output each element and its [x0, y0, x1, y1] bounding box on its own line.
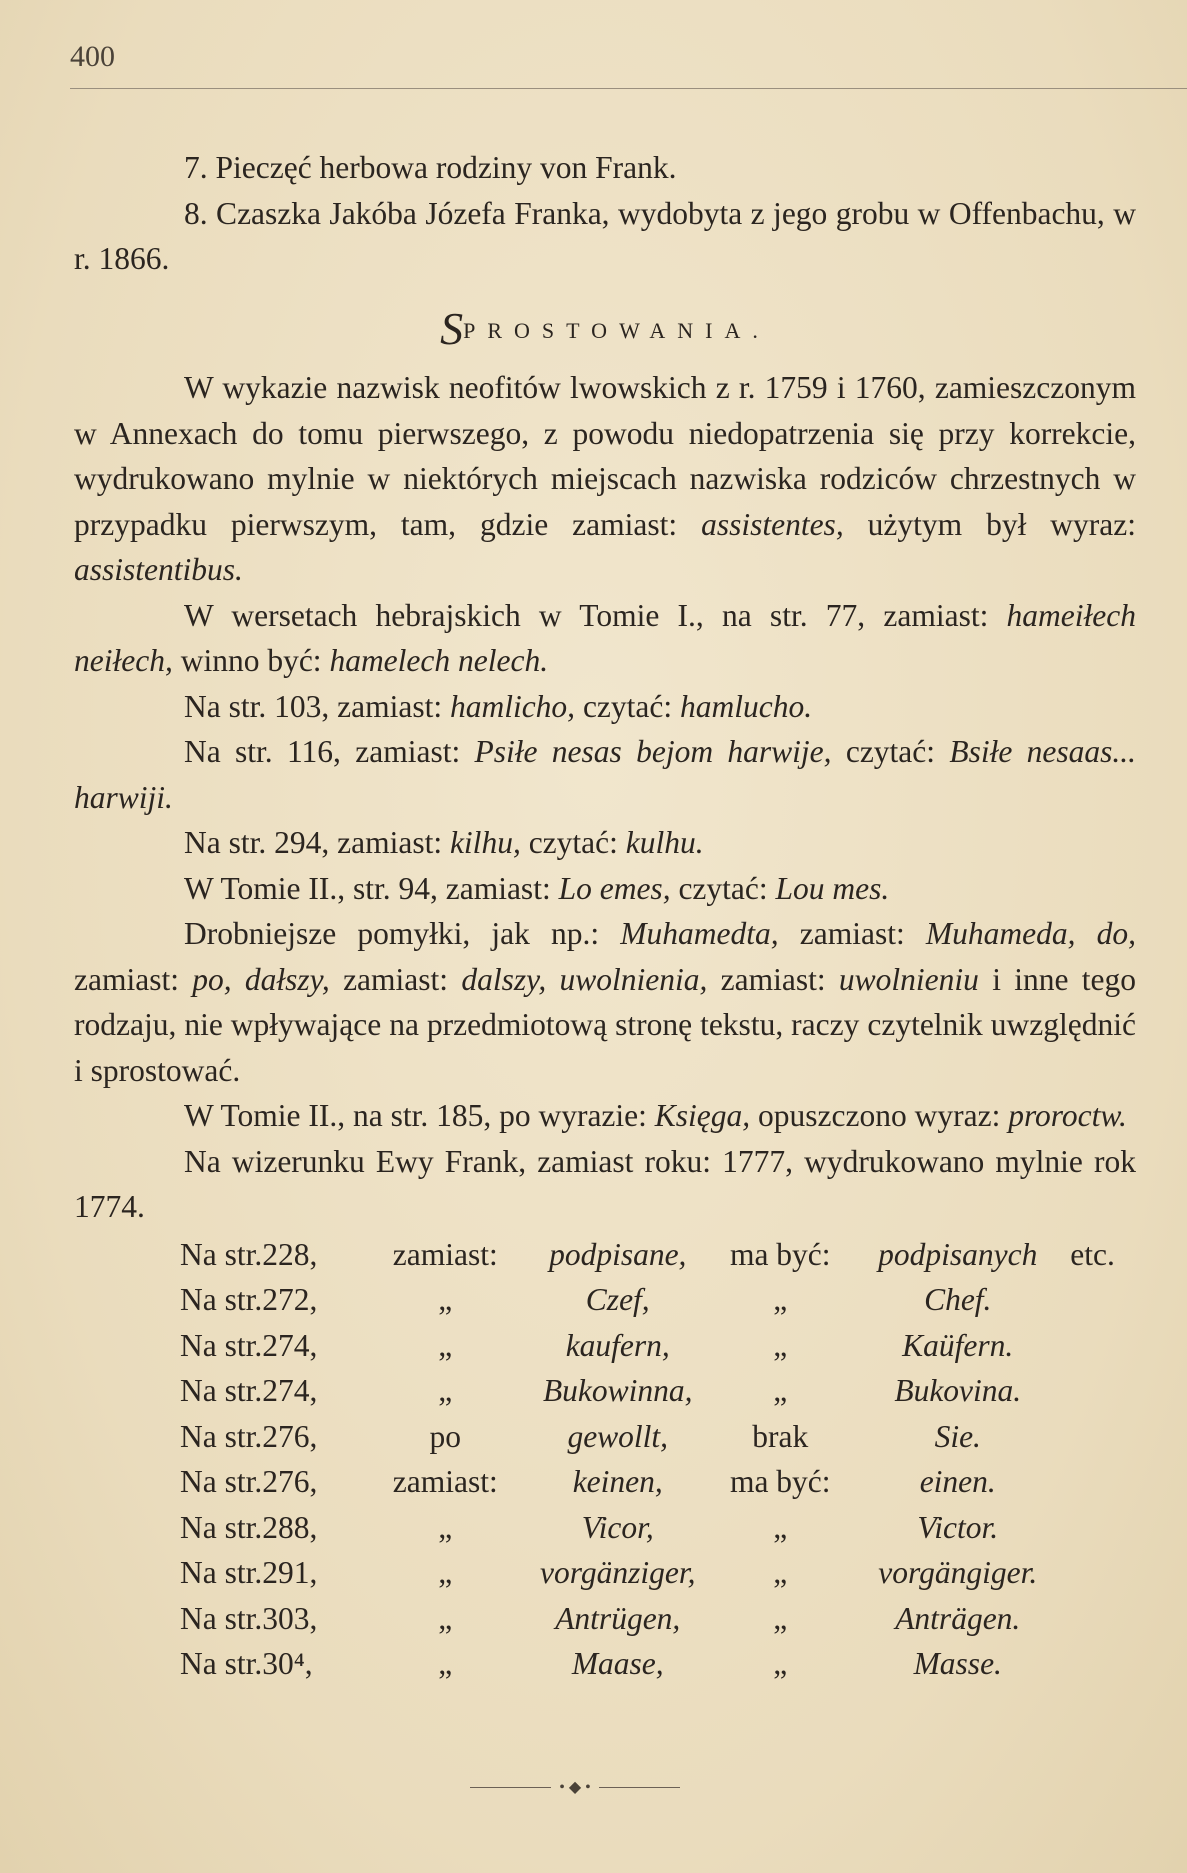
text-run: W wykazie nazwisk neofitów lwowskich z r. 1759 i 1760, zamieszczonym w Annexach do tomu pierwszego, z powodu niedopatrzenia się przy korrekcie, wydrukowano mylnie w niektórych miejscach nazwiska rodziców chrzestnych w przypadku pierwszym, tam, gdzie zamiast:: [74, 370, 1136, 542]
header-rule: [70, 88, 1187, 89]
text-run: winno być:: [172, 643, 330, 678]
text-run: W Tomie II., na str. 185, po wyrazie:: [184, 1098, 655, 1133]
errata-keyword2: ma być:: [729, 1236, 831, 1272]
italic-term: hamelech nelech.: [329, 643, 549, 678]
list-item-8: 8. Czaszka Jakóba Józefa Franka, wydobyta z jego grobu w Offenbachu, w r. 1866.: [74, 195, 1136, 276]
text-run: zamiast:: [74, 961, 193, 997]
text-run: i inne tego rodzaju, nie wpływające na przedmiotową stronę tekstu, raczy czytelnik uwzględnić i sprostować.: [74, 961, 1136, 1088]
errata-page: 276,: [262, 1418, 318, 1454]
errata-wrong: Maase,: [571, 1646, 664, 1681]
errata-keyword2: „: [773, 1600, 788, 1636]
errata-label: Na str.: [180, 1327, 263, 1363]
errata-tail: [1070, 1414, 1124, 1460]
errata-correct: einen.: [919, 1464, 996, 1499]
ornament-glyph: • ◆ •: [559, 1779, 591, 1796]
errata-label: Na str.: [180, 1509, 263, 1545]
errata-keyword2: brak: [752, 1418, 809, 1454]
paragraph-p294: [74, 820, 1136, 866]
errata-tail: [1070, 1505, 1124, 1551]
text-run: Na str. 103, zamiast:: [184, 688, 450, 724]
heading-initial: S: [440, 302, 464, 354]
italic-term: assistentes,: [701, 506, 844, 542]
italic-term: Muhamedta,: [620, 916, 779, 951]
errata-keyword: „: [438, 1373, 453, 1408]
italic-term: dalszy, uwolnienia,: [461, 961, 708, 997]
errata-wrong: Vicor,: [581, 1509, 654, 1545]
errata-tail: etc.: [1070, 1236, 1115, 1272]
errata-keyword: zamiast:: [392, 1236, 498, 1272]
italic-term: uwolnieniu: [838, 961, 979, 997]
errata-row: [180, 1505, 1124, 1551]
text-run: użytym był wyraz:: [843, 506, 1136, 542]
text-run: W Tomie II., str. 94, zamiast:: [184, 870, 559, 906]
text-run: czytać:: [520, 825, 626, 860]
errata-table: [180, 1232, 1124, 1687]
errata-page: 303,: [262, 1600, 318, 1636]
errata-page: 276,: [262, 1464, 318, 1499]
errata-label: Na str.: [180, 1418, 263, 1454]
errata-label: Na str.: [180, 1555, 263, 1590]
italic-term: po, dałszy,: [192, 961, 330, 997]
errata-wrong: Bukowinna,: [542, 1373, 693, 1408]
ornament-divider: [470, 1777, 680, 1797]
errata-wrong: kaufern,: [565, 1327, 670, 1363]
text-run: Na str. 294, zamiast:: [184, 825, 450, 860]
errata-keyword: „: [438, 1646, 453, 1681]
text-run: Drobniejsze pomyłki, jak np.:: [184, 916, 621, 951]
errata-label: Na str.: [180, 1600, 263, 1636]
errata-wrong: gewollt,: [567, 1418, 669, 1454]
italic-term: Psiłe nesas bejom harwije,: [474, 734, 832, 769]
italic-term: Muhameda, do,: [925, 916, 1136, 951]
text-run: zamiast:: [707, 961, 839, 997]
paragraph-neofici: [74, 365, 1136, 593]
errata-correct: Victor.: [917, 1509, 999, 1545]
errata-keyword2: ma być:: [729, 1464, 831, 1499]
errata-page: 274,: [262, 1373, 318, 1408]
errata-label: Na str.: [180, 1236, 263, 1272]
errata-correct: Kaüfern.: [902, 1327, 1014, 1363]
italic-term: proroctw.: [1008, 1098, 1127, 1133]
errata-keyword2: „: [773, 1373, 788, 1408]
section-heading: [74, 302, 1136, 354]
errata-row: [180, 1459, 1124, 1505]
errata-keyword: „: [438, 1600, 453, 1636]
errata-correct: vorgängiger.: [878, 1555, 1038, 1590]
errata-row: [180, 1414, 1124, 1460]
errata-keyword: zamiast:: [392, 1464, 498, 1499]
italic-term: hamlicho,: [449, 688, 576, 724]
errata-label: Na str.: [180, 1646, 263, 1681]
errata-keyword: po: [429, 1418, 461, 1454]
errata-tail: [1070, 1459, 1124, 1505]
text-run: zamiast:: [329, 961, 462, 997]
errata-tail: [1070, 1550, 1124, 1596]
errata-tail: [1070, 1368, 1124, 1414]
errata-correct: Chef.: [924, 1282, 992, 1317]
errata-correct: Masse.: [913, 1646, 1002, 1681]
errata-page: 228,: [262, 1236, 318, 1272]
errata-row: [180, 1596, 1124, 1642]
errata-keyword: „: [438, 1282, 453, 1317]
errata-wrong: podpisane,: [549, 1236, 687, 1272]
errata-label: Na str.: [180, 1373, 263, 1408]
errata-keyword2: „: [773, 1555, 788, 1590]
errata-tail: [1070, 1277, 1124, 1323]
italic-term: kulhu.: [625, 825, 704, 860]
text-run: czytać:: [831, 734, 950, 769]
paragraph-p116: [74, 729, 1136, 820]
italic-term: assistentibus.: [74, 552, 243, 587]
italic-term: Księga,: [654, 1098, 751, 1133]
errata-page: 272,: [262, 1282, 318, 1317]
italic-term: Lo emes,: [558, 870, 671, 906]
errata-row: [180, 1232, 1124, 1278]
errata-wrong: Czef,: [585, 1282, 650, 1317]
paragraph-hebrew-verses: [74, 593, 1136, 684]
errata-page: 30⁴,: [262, 1646, 313, 1681]
paragraph-p103: [74, 684, 1136, 730]
text-run: zamiast:: [778, 916, 926, 951]
paragraph-minor-errors: [74, 911, 1136, 1093]
errata-wrong: Antrügen,: [555, 1600, 681, 1636]
text-run: opuszczono wyraz:: [750, 1098, 1009, 1133]
paragraph-tom2-p94: [74, 866, 1136, 912]
italic-term: hamlucho.: [680, 688, 813, 724]
errata-tail: [1070, 1323, 1124, 1369]
errata-correct: Sie.: [934, 1418, 981, 1454]
text-run: czytać:: [670, 870, 776, 906]
page-body: [74, 145, 1136, 1687]
page-number: 400: [70, 40, 115, 73]
errata-keyword2: „: [773, 1646, 788, 1681]
errata-page: 288,: [262, 1509, 318, 1545]
errata-keyword: „: [438, 1327, 453, 1363]
errata-correct: Bukovina.: [894, 1373, 1022, 1408]
errata-tail: [1070, 1596, 1124, 1642]
text-run: czytać:: [575, 688, 680, 724]
errata-row: [180, 1277, 1124, 1323]
text-run: Na str. 116, zamiast:: [184, 734, 475, 769]
errata-correct: Anträgen.: [895, 1600, 1021, 1636]
errata-row: [180, 1550, 1124, 1596]
errata-page: 291,: [262, 1555, 318, 1590]
errata-label: Na str.: [180, 1282, 263, 1317]
errata-keyword2: „: [773, 1282, 788, 1317]
errata-label: Na str.: [180, 1464, 263, 1499]
errata-tail: [1070, 1641, 1124, 1687]
errata-wrong: keinen,: [572, 1464, 663, 1499]
paragraph-tom2-p185: [74, 1093, 1136, 1139]
italic-term: kilhu,: [449, 825, 521, 860]
errata-keyword: „: [438, 1555, 453, 1590]
text-run: W wersetach hebrajskich w Tomie I., na str. 77, zamiast:: [184, 597, 1007, 633]
errata-row: [180, 1641, 1124, 1687]
list-item-7: 7. Pieczęć herbowa rodziny von Frank.: [184, 150, 677, 185]
errata-keyword2: „: [773, 1327, 788, 1363]
errata-wrong: vorgänziger,: [540, 1555, 696, 1590]
italic-term: Lou mes.: [775, 870, 890, 906]
italic-term: hameiłech neiłech,: [74, 597, 1136, 678]
paragraph-portrait: Na wizerunku Ewy Frank, zamiast roku: 1777, wydrukowano mylnie rok 1774.: [74, 1143, 1136, 1224]
errata-row: [180, 1323, 1124, 1369]
heading-rest: PROSTOWANIA.: [463, 317, 770, 343]
errata-keyword: „: [438, 1509, 453, 1545]
italic-term: Bsiłe nesaas... harwiji.: [74, 734, 1136, 815]
errata-page: 274,: [262, 1327, 318, 1363]
errata-keyword2: „: [773, 1509, 788, 1545]
errata-correct: podpisanych: [878, 1236, 1038, 1272]
errata-row: [180, 1368, 1124, 1414]
